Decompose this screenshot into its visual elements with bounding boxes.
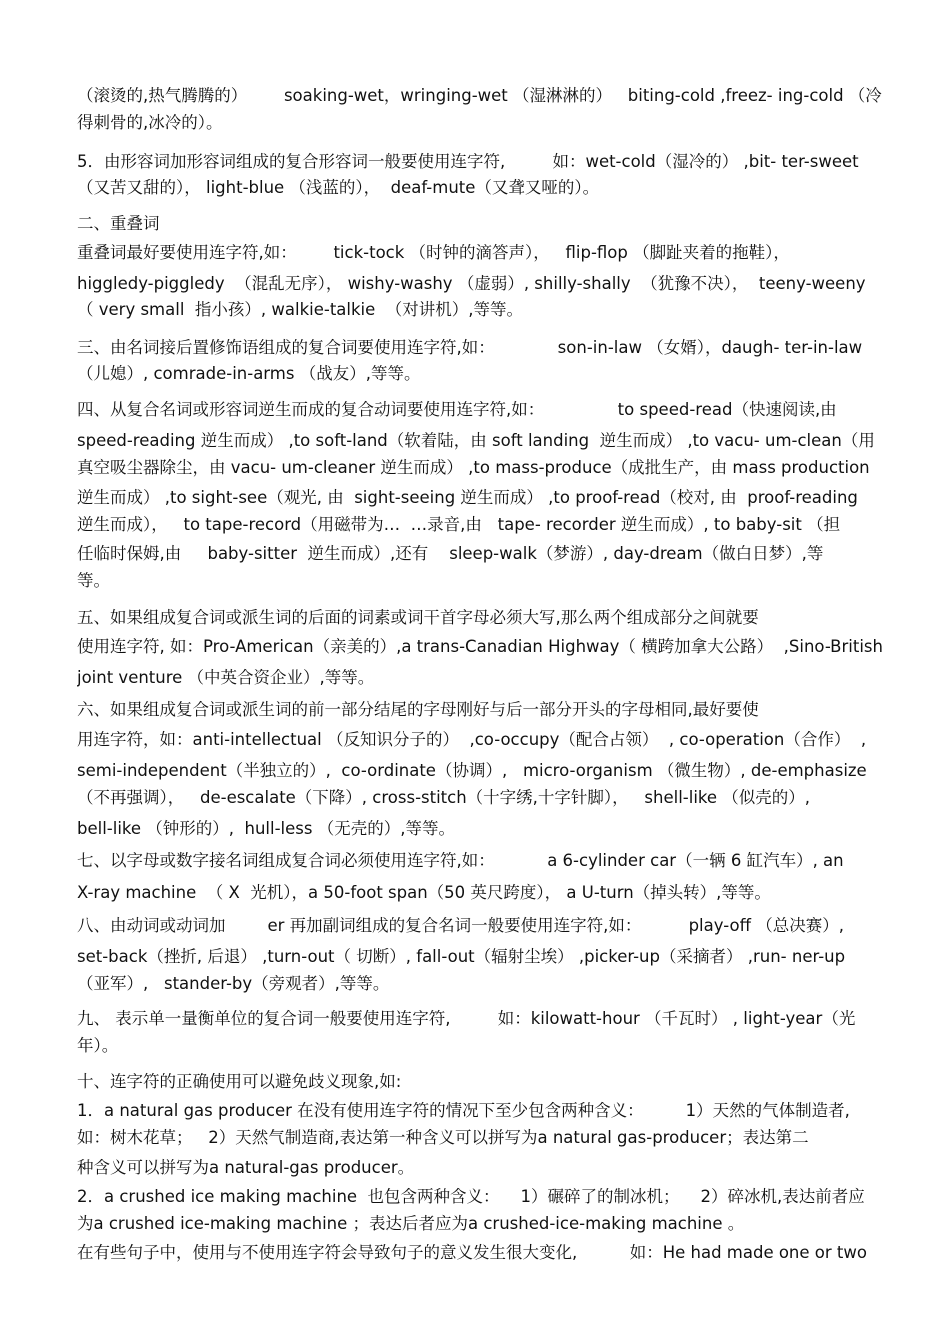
text-line: （ very small 指小孩）, walkie-talkie （对讲机）,等等。 [77, 300, 524, 319]
text-line: speed-reading 逆生而成） ,to soft-land（软着陆，由 soft landing 逆生而成） ,to vacu- um-clean（用 [77, 431, 875, 450]
text-line: 逆生而成）， to tape-record（用磁带为… …录音,由 tape- recorder 逆生而成）, to baby-sit （担 [77, 515, 841, 534]
text-line: 5．由形容词加形容词组成的复合形容词一般要使用连字符, 如：wet-cold（湿冷的） ,bit- ter-sweet [77, 152, 859, 171]
text-line: 逆生而成） ,to sight-see（观光, 由 sight-seeing 逆生而成） ,to proof-read（校对, 由 proof-reading [77, 488, 858, 507]
text-line: 种含义可以拼写为a natural-gas producer。 [77, 1158, 415, 1177]
text-line: 真空吸尘器除尘，由 vacu- um-cleaner 逆生而成） ,to mass-produce（成批生产，由 mass production [77, 458, 870, 477]
text-line: 八、由动词或动词加 er 再加副词组成的复合名词一般要使用连字符,如： play-off （总决赛）, [77, 916, 844, 935]
section-heading: 二、重叠词 [77, 214, 160, 233]
text-line: set-back（挫折, 后退） ,turn-out（ 切断）, fall-out（辐射尘埃） ,picker-up（采摘者） ,run- ner-up [77, 947, 846, 966]
text-line: 在有些句子中，使用与不使用连字符会导致句子的意义发生很大变化, 如：He had made one or two [77, 1243, 867, 1262]
text-line: 重叠词最好要使用连字符,如： tick-tock （时钟的滴答声）， flip-flop （脚趾夹着的拖鞋）， [77, 243, 790, 262]
text-line: 七、以字母或数字接名词组成复合词必须使用连字符,如： a 6-cylinder car（一辆 6 缸汽车）, an [77, 851, 844, 870]
text-line: 六、如果组成复合词或派生词的前一部分结尾的字母刚好与后一部分开头的字母相同,最好要使 [77, 700, 759, 719]
text-line: 等。 [77, 571, 110, 590]
text-line: （滚烫的,热气腾腾的） soaking-wet，wringing-wet （湿淋淋的） biting-cold ,freez- ing-cold （冷 [77, 86, 882, 105]
text-line: 如：树木花草； 2）天然气制造商,表达第一种含义可以拼写为a natural gas-producer；表达第二 [77, 1128, 809, 1147]
text-line: （不再强调）， de-escalate（下降）, cross-stitch（十字绣,十字针脚）， shell-like （似壳的）, [77, 788, 811, 807]
text-line: （儿媳）, comrade-in-arms （战友）,等等。 [77, 364, 421, 383]
text-line: semi-independent（半独立的）, co-ordinate（协调）, micro-organism （微生物）, de-emphasize [77, 761, 867, 780]
text-line: 2．a crushed ice making machine 也包含两种含义： 1）碾碎了的制冰机； 2）碎冰机,表达前者应 [77, 1187, 865, 1206]
text-line: higgledy-piggledy （混乱无序）， wishy-washy （虚弱）, shilly-shally （犹豫不决）， teeny-weeny [77, 274, 866, 293]
text-line: （亚军）, stander-by（旁观者）,等等。 [77, 974, 390, 993]
text-line: （又苦又甜的）， light-blue （浅蓝的）， deaf-mute（又聋又哑的）。 [77, 178, 600, 197]
text-line: 1．a natural gas producer 在没有使用连字符的情况下至少包含两种含义： 1）天然的气体制造者, [77, 1101, 850, 1120]
text-line: 用连字符，如：anti-intellectual （反知识分子的） ,co-occupy（配合占领） , co-operation（合作） , [77, 730, 867, 749]
text-line: 得刺骨的,冰冷的）。 [77, 113, 223, 132]
text-line: bell-like （钟形的）, hull-less （无壳的）,等等。 [77, 819, 455, 838]
text-line: 年）。 [77, 1036, 119, 1055]
text-line: joint venture （中英合资企业）,等等。 [77, 668, 375, 687]
text-line: 五、如果组成复合词或派生词的后面的词素或词干首字母必须大写,那么两个组成部分之间就要 [77, 608, 759, 627]
text-line: 三、由名词接后置修饰语组成的复合词要使用连字符,如： son-in-law （女婿），daugh- ter-in-law [77, 338, 863, 357]
text-line: 四、从复合名词或形容词逆生而成的复合动词要使用连字符,如： to speed-read（快速阅读,由 [77, 400, 837, 419]
text-line: 为a crushed ice-making machine ；表达后者应为a crushed-ice-making machine 。 [77, 1214, 745, 1233]
text-line: 任临时保姆,由 baby-sitter 逆生而成）,还有 sleep-walk（梦游）, day-dream（做白日梦）,等 [77, 544, 824, 563]
section-heading: 十、连字符的正确使用可以避免歧义现象,如: [77, 1072, 402, 1091]
text-line: 使用连字符, 如：Pro-American（亲美的）,a trans-Canadian Highway（ 横跨加拿大公路） ,Sino-British [77, 637, 883, 656]
text-line: 九、 表示单一量衡单位的复合词一般要使用连字符, 如：kilowatt-hour （千瓦时） , light-year（光 [77, 1009, 856, 1028]
text-line: X-ray machine （ X 光机），a 50-foot span（50 英尺跨度）， a U-turn（掉头转）,等等。 [77, 883, 771, 902]
